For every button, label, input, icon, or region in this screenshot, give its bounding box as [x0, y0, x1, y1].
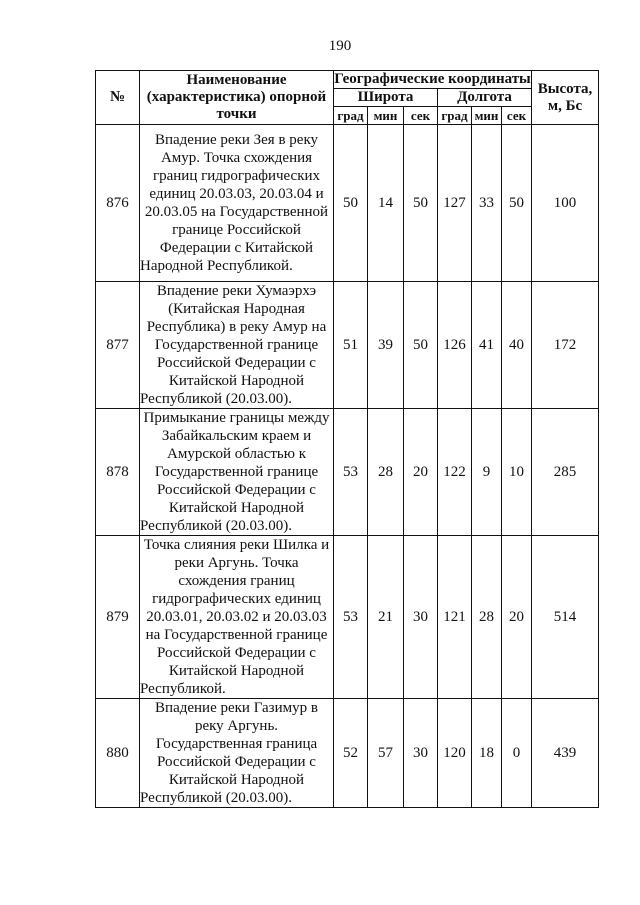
table-row — [96, 409, 599, 536]
header-geo: Географические координаты — [334, 71, 531, 87]
reference-points-table — [95, 70, 599, 808]
lon-sec-cell: 0 — [502, 699, 532, 808]
height-cell: 285 — [532, 409, 599, 536]
header-lat-deg: град — [334, 107, 368, 125]
lat-min-cell: 28 — [368, 409, 404, 536]
lon-deg-cell: 122 — [438, 409, 472, 536]
height-cell: 439 — [532, 699, 599, 808]
point-description: Впадение реки Зея в реку Амур. Точка схождения границ гидрографических единиц 20.03.03, 20.03.04 и 20.03.05 на Государственной границе Российской Федерации с Китайской Народной Республикой. — [140, 125, 334, 282]
point-description: Впадение реки Газимур в реку Аргунь. Государственная граница Российской Федерации с Китайской Народной Республикой (20.03.00). — [140, 699, 334, 808]
lon-min-cell: 18 — [472, 699, 502, 808]
height-cell: 172 — [532, 282, 599, 409]
height-cell: 100 — [532, 125, 599, 282]
point-number: 876 — [96, 125, 140, 282]
table-row — [96, 282, 599, 409]
point-number: 877 — [96, 282, 140, 409]
lat-deg-cell: 52 — [334, 699, 368, 808]
lon-deg-cell: 120 — [438, 699, 472, 808]
table-row — [96, 125, 599, 282]
lat-min-cell: 14 — [368, 125, 404, 282]
height-cell: 514 — [532, 536, 599, 699]
point-number: 880 — [96, 699, 140, 808]
page-number: 190 — [328, 38, 352, 54]
point-description: Впадение реки Хумаэрхэ (Китайская Народная Республика) в реку Амур на Государственной границе Российской Федерации с Китайской Народной Республикой (20.03.00). — [140, 282, 334, 409]
lon-sec-cell: 40 — [502, 282, 532, 409]
header-lat-min: мин — [368, 107, 404, 125]
lat-sec-cell: 50 — [404, 125, 438, 282]
header-lon-min: мин — [472, 107, 502, 125]
lon-deg-cell: 127 — [438, 125, 472, 282]
lat-deg-cell: 51 — [334, 282, 368, 409]
lon-min-cell: 33 — [472, 125, 502, 282]
lat-sec-cell: 30 — [404, 699, 438, 808]
lat-sec-cell: 50 — [404, 282, 438, 409]
lon-deg-cell: 126 — [438, 282, 472, 409]
lon-sec-cell: 20 — [502, 536, 532, 699]
lat-sec-cell: 30 — [404, 536, 438, 699]
lat-deg-cell: 53 — [334, 409, 368, 536]
point-description: Примыкание границы между Забайкальским краем и Амурской областью к Государственной границе Российской Федерации с Китайской Народной Республикой (20.03.00). — [140, 409, 334, 536]
lat-deg-cell: 53 — [334, 536, 368, 699]
table-row — [96, 536, 599, 699]
header-lon-sec: сек — [502, 107, 532, 125]
header-latitude: Широта — [334, 89, 438, 107]
lat-min-cell: 39 — [368, 282, 404, 409]
lon-sec-cell: 50 — [502, 125, 532, 282]
lon-min-cell: 28 — [472, 536, 502, 699]
point-number: 879 — [96, 536, 140, 699]
table-header — [96, 71, 599, 125]
point-number: 878 — [96, 409, 140, 536]
header-height: Высота, м, Бс — [532, 71, 599, 125]
lat-min-cell: 57 — [368, 699, 404, 808]
lat-min-cell: 21 — [368, 536, 404, 699]
header-name: Наименование (характеристика) опорной точки — [140, 71, 334, 125]
table-row — [96, 699, 599, 808]
lat-deg-cell: 50 — [334, 125, 368, 282]
lat-sec-cell: 20 — [404, 409, 438, 536]
lon-deg-cell: 121 — [438, 536, 472, 699]
header-longitude: Долгота — [438, 89, 532, 107]
lon-min-cell: 41 — [472, 282, 502, 409]
lon-sec-cell: 10 — [502, 409, 532, 536]
header-number: № — [96, 71, 140, 125]
header-lon-deg: град — [438, 107, 472, 125]
point-description: Точка слияния реки Шилка и реки Аргунь. Точка схождения границ гидрографических единиц 20.03.01, 20.03.02 и 20.03.03 на Государственной границе Российской Федерации с Китайской Народной Республикой. — [140, 536, 334, 699]
header-lat-sec: сек — [404, 107, 438, 125]
lon-min-cell: 9 — [472, 409, 502, 536]
